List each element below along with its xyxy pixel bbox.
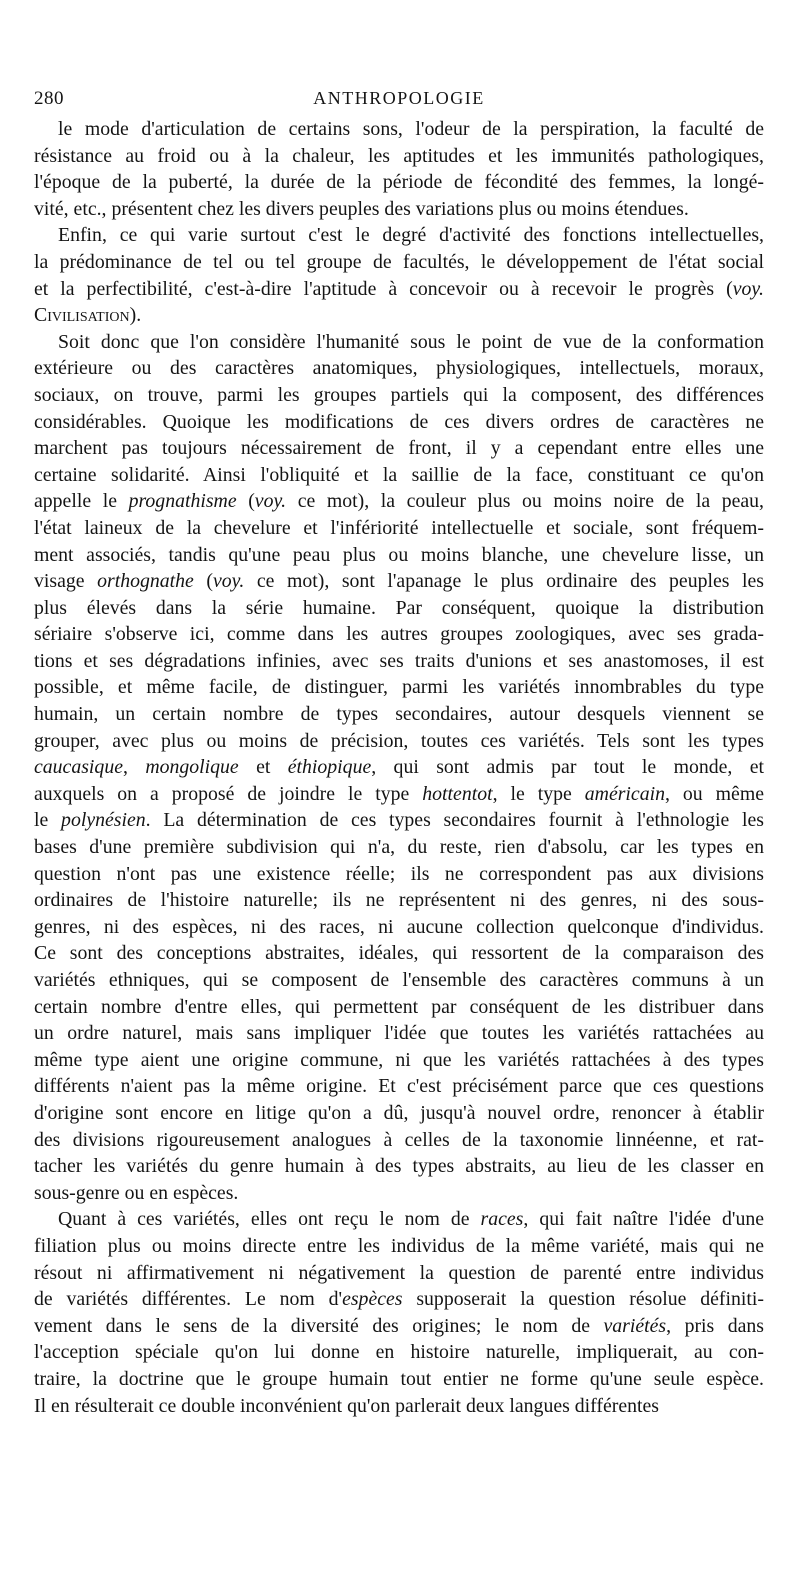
text-segment: l'état laineux de la chevelure et l'infériorité intellectuelle et sociale, sont fréquem- (34, 516, 764, 539)
italic-text: voy. (732, 277, 764, 300)
text-line (34, 249, 764, 276)
text-segment: grouper, avec plus ou moins de précision, toutes ces variétés. Tels sont les types (34, 729, 764, 752)
text-segment: des divisions rigoureusement analogues à celles de la taxonomie linnéenne, et rat- (34, 1128, 764, 1151)
paragraph (34, 116, 764, 222)
text-segment: vement dans le sens de la diversité des origines; le nom de (34, 1314, 604, 1337)
text-line (34, 462, 764, 489)
text-line (34, 1366, 764, 1393)
text-segment: filiation plus ou moins directe entre les individus de la même variété, mais qui ne (34, 1234, 764, 1257)
text-segment: ce mot), la couleur plus ou moins noire de la peau, (286, 490, 764, 513)
italic-text: voy. (254, 490, 287, 513)
italic-text: prognathisme (128, 490, 237, 513)
text-line (34, 728, 764, 755)
text-line (34, 222, 764, 249)
text-segment: résistance au froid ou à la chaleur, les aptitudes et les immunités pathologiques, (34, 144, 764, 167)
italic-text: variétés (603, 1314, 667, 1337)
text-segment: ). (129, 304, 142, 327)
text-line (34, 382, 764, 409)
text-segment: traire, la doctrine que le groupe humain tout entier ne forme qu'une seule espèce. (34, 1367, 764, 1390)
text-segment: plus élevés dans la série humaine. Par conséquent, quoique la distribution (34, 596, 764, 619)
paragraph (34, 1206, 764, 1419)
text-line (34, 674, 764, 701)
text-line (34, 1393, 764, 1420)
text-segment: ( (236, 490, 255, 513)
text-line (34, 1339, 764, 1366)
text-segment: certain nombre d'entre elles, qui permettent par conséquent de les distribuer dans (34, 995, 764, 1018)
text-segment: auxquels on a proposé de joindre le type (34, 782, 423, 805)
text-line (34, 940, 764, 967)
italic-text: hottentot (422, 782, 493, 805)
text-segment: ( (193, 570, 213, 593)
text-segment: possible, et même facile, de distinguer, parmi les variétés innombrables du type (34, 676, 764, 699)
text-segment: , pris dans (666, 1314, 764, 1337)
text-segment: certaine solidarité. Ainsi l'obliquité et la saillie de la face, constituant ce qu'on (34, 463, 764, 486)
text-line (34, 834, 764, 861)
text-segment: humain, un certain nombre de types secondaires, autour desquels viennent se (34, 703, 764, 726)
text-segment: d'origine sont encore en litige qu'on a dû, jusqu'à nouvel ordre, renoncer à établir (34, 1101, 764, 1124)
text-segment: . La détermination de ces types secondaires fournit à l'ethnologie les (145, 809, 764, 832)
text-segment: variétés ethniques, qui se composent de l'ensemble des caractères communs à un (34, 969, 764, 991)
text-line (34, 169, 764, 196)
running-head: ANTHROPOLOGIE (313, 88, 485, 108)
text-segment: la prédominance de tel ou tel groupe de facultés, le développement de l'état social (34, 250, 764, 273)
italic-text: polynésien (61, 809, 146, 832)
italic-text: races (480, 1208, 524, 1231)
text-segment: différents n'aient pas la même origine. Et c'est précisément parce que ces questions (34, 1075, 764, 1098)
smallcaps-text: Civilisation (34, 304, 130, 327)
text-segment: appelle le (34, 490, 129, 513)
text-line (34, 435, 764, 462)
text-segment: ordinaires de l'histoire naturelle; ils ne représentent ni des genres, ni des sous- (34, 889, 764, 912)
text-segment: ment associés, tandis qu'une peau plus ou moins blanche, une chevelure lisse, un (34, 543, 764, 566)
text-line (34, 648, 764, 675)
text-segment: résout ni affirmativement ni négativement la question de parenté entre individus (34, 1261, 764, 1284)
text-line (34, 861, 764, 888)
text-line (34, 1180, 764, 1207)
text-line (34, 1153, 764, 1180)
text-segment: bases d'une première subdivision qui n'a, du reste, rien d'absolu, car les types en (34, 836, 764, 859)
text-line (34, 781, 764, 808)
page-header (34, 88, 764, 112)
text-line (34, 1313, 764, 1340)
text-line (34, 1100, 764, 1127)
text-line (34, 701, 764, 728)
text-line (34, 568, 764, 595)
text-segment: question n'ont pas une existence réelle; ils ne correspondent pas aux divisions (34, 862, 764, 885)
text-line (34, 1127, 764, 1154)
text-line (34, 276, 764, 303)
italic-text: américain (584, 782, 665, 805)
text-segment: le mode d'articulation de certains sons, l'odeur de la perspiration, la faculté de (58, 118, 764, 140)
text-segment: sériaire s'observe ici, comme dans les autres groupes zoologiques, avec ses grada- (34, 623, 764, 646)
paragraph (34, 329, 764, 1207)
italic-text: mongolique (145, 756, 239, 779)
text-segment: un ordre naturel, mais sans impliquer l'idée que toutes les variétés rattachées au (34, 1022, 764, 1045)
text-segment: sous-genre ou en espèces. (34, 1181, 239, 1204)
paragraph (34, 222, 764, 328)
text-segment: , le type (492, 782, 585, 805)
text-line (34, 1073, 764, 1100)
text-line (34, 807, 764, 834)
text-line (34, 1260, 764, 1287)
text-segment: l'époque de la puberté, la durée de la période de fécondité des femmes, la longé- (34, 171, 764, 194)
text-segment: vité, etc., présentent chez les divers peuples des variations plus ou moins étendues. (34, 197, 689, 220)
text-segment: , qui fait naître l'idée d'une (523, 1208, 765, 1231)
text-line (34, 1206, 764, 1233)
text-line (34, 329, 764, 356)
text-line (34, 595, 764, 622)
text-segment: l'acception spéciale qu'on lui donne en histoire naturelle, impliquerait, au con- (34, 1341, 764, 1364)
text-line (34, 355, 764, 382)
text-line (34, 302, 764, 329)
text-line (34, 1047, 764, 1074)
italic-text: voy. (212, 570, 245, 593)
text-line (34, 196, 764, 223)
text-line (34, 542, 764, 569)
text-line (34, 1286, 764, 1313)
text-segment: et (238, 756, 288, 779)
text-line (34, 409, 764, 436)
text-segment: tions et ses dégradations infinies, avec ses traits d'unions et ses anastomoses, il est (34, 649, 764, 672)
text-segment: Ce sont des conceptions abstraites, idéales, qui ressortent de la comparaison des (34, 942, 764, 965)
italic-text: caucasique (34, 756, 123, 779)
text-line (34, 143, 764, 170)
text-segment: et la perfectibilité, c'est-à-dire l'aptitude à concevoir ou à recevoir le progrès ( (34, 277, 733, 300)
text-segment: le (34, 809, 62, 832)
italic-text: éthiopique (287, 756, 372, 779)
text-segment: , qui sont admis par tout le monde, et (371, 756, 764, 779)
text-segment: extérieure ou des caractères anatomiques, physiologiques, intellectuels, moraux, (34, 357, 764, 380)
text-segment: tacher les variétés du genre humain à des types abstraits, au lieu de les classer en (34, 1155, 764, 1178)
text-segment: , (123, 756, 146, 779)
text-line (34, 1020, 764, 1047)
page-number: 280 (34, 88, 64, 109)
text-segment: Il en résulterait ce double inconvénient qu'on parlerait deux langues différentes (34, 1394, 659, 1417)
text-line (34, 967, 764, 994)
text-line (34, 621, 764, 648)
text-segment: supposerait la question résolue définiti- (402, 1288, 764, 1311)
text-line (34, 887, 764, 914)
text-line (34, 914, 764, 941)
text-segment: Quant à ces variétés, elles ont reçu le nom de (58, 1208, 481, 1231)
text-line (34, 116, 764, 143)
text-segment: considérables. Quoique les modifications de ces divers ordres de caractères ne (34, 410, 764, 433)
text-segment: Soit donc que l'on considère l'humanité sous le point de vue de la conformation (58, 330, 764, 353)
text-segment: sociaux, on trouve, parmi les groupes partiels qui la composent, des différences (34, 383, 764, 406)
text-line (34, 488, 764, 515)
text-segment: même type aient une origine commune, ni que les variétés rattachées à des types (34, 1048, 764, 1071)
text-segment: marchent pas toujours nécessairement de front, il y a cependant entre elles une (34, 437, 764, 460)
text-line (34, 994, 764, 1021)
body-text (34, 116, 764, 1419)
italic-text: espèces (342, 1288, 403, 1311)
text-line (34, 515, 764, 542)
text-segment: de variétés différentes. Le nom d' (34, 1288, 343, 1311)
italic-text: orthognathe (97, 570, 194, 593)
text-segment: ce mot), sont l'apanage le plus ordinaire des peuples les (244, 570, 765, 593)
text-segment: Enfin, ce qui varie surtout c'est le degré d'activité des fonctions intellectuelles, (58, 224, 764, 247)
text-line (34, 1233, 764, 1260)
text-segment: , ou même (665, 782, 764, 805)
text-line (34, 754, 764, 781)
text-segment: visage (34, 570, 98, 593)
text-segment: genres, ni des espèces, ni des races, ni aucune collection quelconque d'individus. (34, 915, 764, 938)
